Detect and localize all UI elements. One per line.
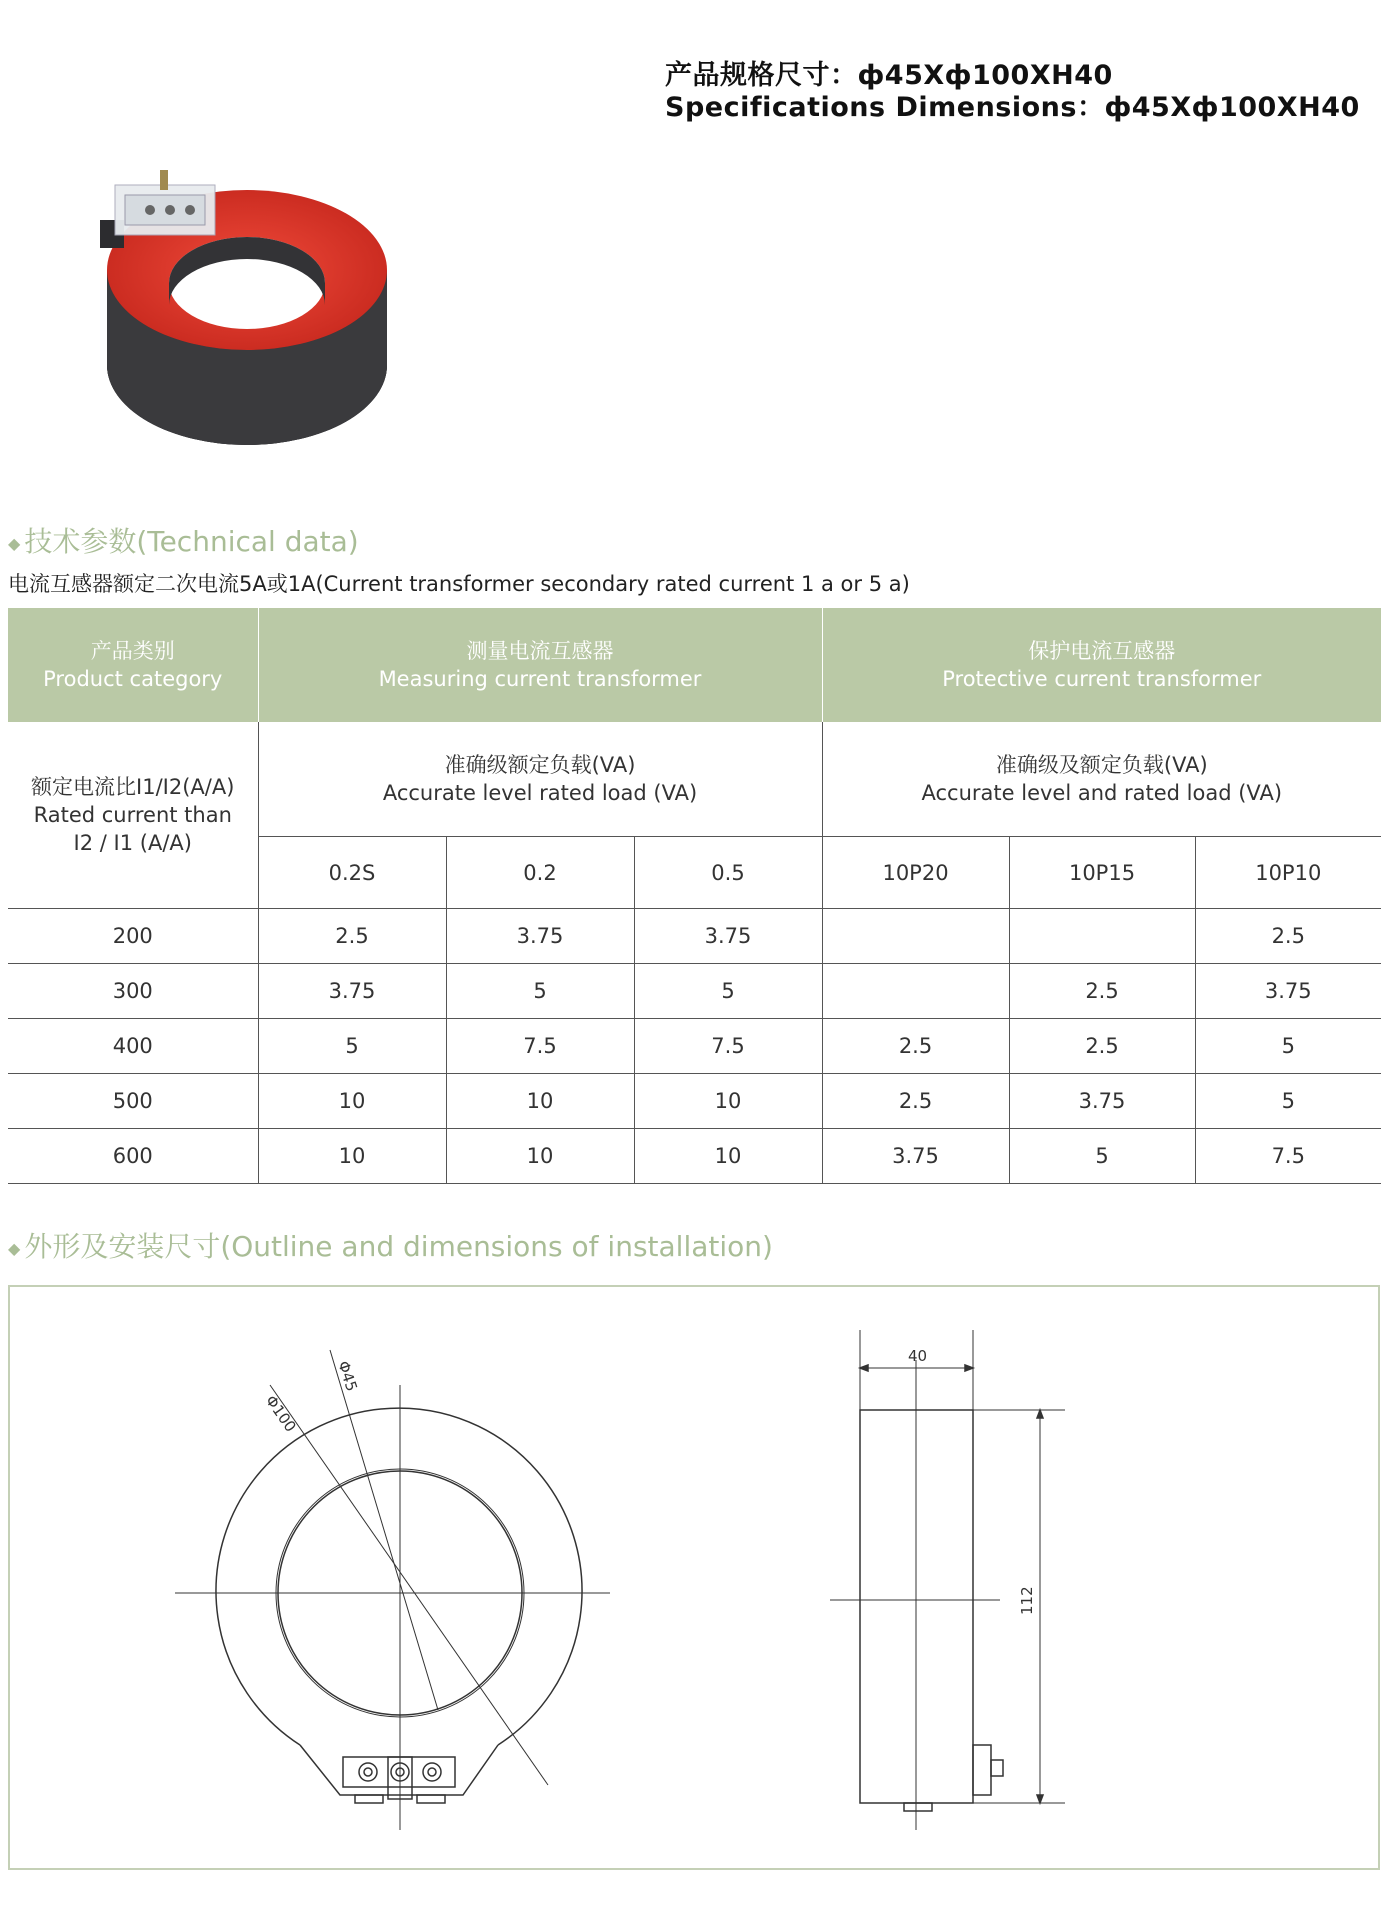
data-cell: 5	[1195, 1019, 1381, 1074]
data-cell: 7.5	[634, 1019, 822, 1074]
load-protective-en: Accurate level and rated load (VA)	[921, 781, 1283, 805]
data-cell: 10	[634, 1129, 822, 1184]
rated-ratio-en1: Rated current than	[33, 803, 232, 827]
row-ratio: 600	[8, 1129, 258, 1184]
bullet-icon: ◆	[8, 533, 21, 553]
data-cell: 2.5	[1009, 1019, 1195, 1074]
data-cell: 2.5	[822, 1074, 1009, 1129]
dim-inner-diameter: Φ45	[334, 1358, 361, 1394]
data-cell: 2.5	[1009, 964, 1195, 1019]
data-cell: 5	[634, 964, 822, 1019]
data-cell: 5	[446, 964, 634, 1019]
header-measuring-en: Measuring current transformer	[378, 667, 702, 691]
data-cell: 2.5	[822, 1019, 1009, 1074]
data-cell: 5	[1195, 1074, 1381, 1129]
row-ratio: 500	[8, 1074, 258, 1129]
data-cell: 2.5	[258, 909, 446, 964]
row-ratio: 400	[8, 1019, 258, 1074]
dim-width: 40	[908, 1347, 928, 1365]
header-category-cn: 产品类别	[90, 639, 175, 663]
class-cell: 0.2	[446, 837, 634, 909]
data-cell: 5	[1009, 1129, 1195, 1184]
header-protective-cn: 保护电流互感器	[1028, 639, 1176, 663]
dim-outer-diameter: Φ100	[261, 1391, 300, 1436]
row-ratio: 300	[8, 964, 258, 1019]
spec-line-en: Specifications Dimensions：ф45Xф100XH40	[665, 92, 1360, 123]
data-cell: 7.5	[446, 1019, 634, 1074]
data-cell: 3.75	[258, 964, 446, 1019]
data-cell: 7.5	[1195, 1129, 1381, 1184]
spec-line-cn: 产品规格尺寸：ф45Xф100XH40	[665, 60, 1113, 91]
side-view	[830, 1330, 1065, 1830]
data-cell: 3.75	[1009, 1074, 1195, 1129]
bullet-icon: ◆	[8, 1238, 21, 1258]
table-subtitle: 电流互感器额定二次电流5A或1A(Current transformer secondary rated current 1 a or 5 a)	[8, 572, 910, 596]
front-view	[175, 1350, 610, 1830]
section-title-technical-text: 技术参数(Technical data)	[24, 525, 359, 558]
data-cell: 2.5	[1195, 909, 1381, 964]
data-cell: 10	[446, 1129, 634, 1184]
data-cell: 5	[258, 1019, 446, 1074]
data-cell: 3.75	[822, 1129, 1009, 1184]
data-cell: 10	[446, 1074, 634, 1129]
rated-ratio-cn: 额定电流比I1/I2(A/A)	[31, 775, 235, 799]
data-cell: 10	[258, 1129, 446, 1184]
class-cell: 10P10	[1195, 837, 1381, 909]
header-measuring-cn: 测量电流互感器	[466, 639, 614, 663]
data-cell: 10	[634, 1074, 822, 1129]
load-measuring-cn: 准确级额定负载(VA)	[444, 753, 636, 777]
section-title-outline-text: 外形及安装尺寸(Outline and dimensions of installation)	[24, 1230, 773, 1263]
data-cell: 3.75	[446, 909, 634, 964]
class-cell: 0.5	[634, 837, 822, 909]
class-cell: 0.2S	[258, 837, 446, 909]
data-cell: 10	[258, 1074, 446, 1129]
data-cell: 3.75	[1195, 964, 1381, 1019]
class-cell: 10P20	[822, 837, 1009, 909]
row-ratio: 200	[8, 909, 258, 964]
load-measuring-en: Accurate level rated load (VA)	[382, 781, 698, 805]
header-category-en: Product category	[43, 667, 223, 691]
data-cell: 3.75	[634, 909, 822, 964]
rated-ratio-en2: I2 / I1 (A/A)	[73, 831, 192, 855]
dim-height: 112	[1018, 1586, 1036, 1615]
header-protective-en: Protective current transformer	[942, 667, 1262, 691]
load-protective-cn: 准确级及额定负载(VA)	[995, 753, 1208, 777]
class-cell: 10P15	[1009, 837, 1195, 909]
